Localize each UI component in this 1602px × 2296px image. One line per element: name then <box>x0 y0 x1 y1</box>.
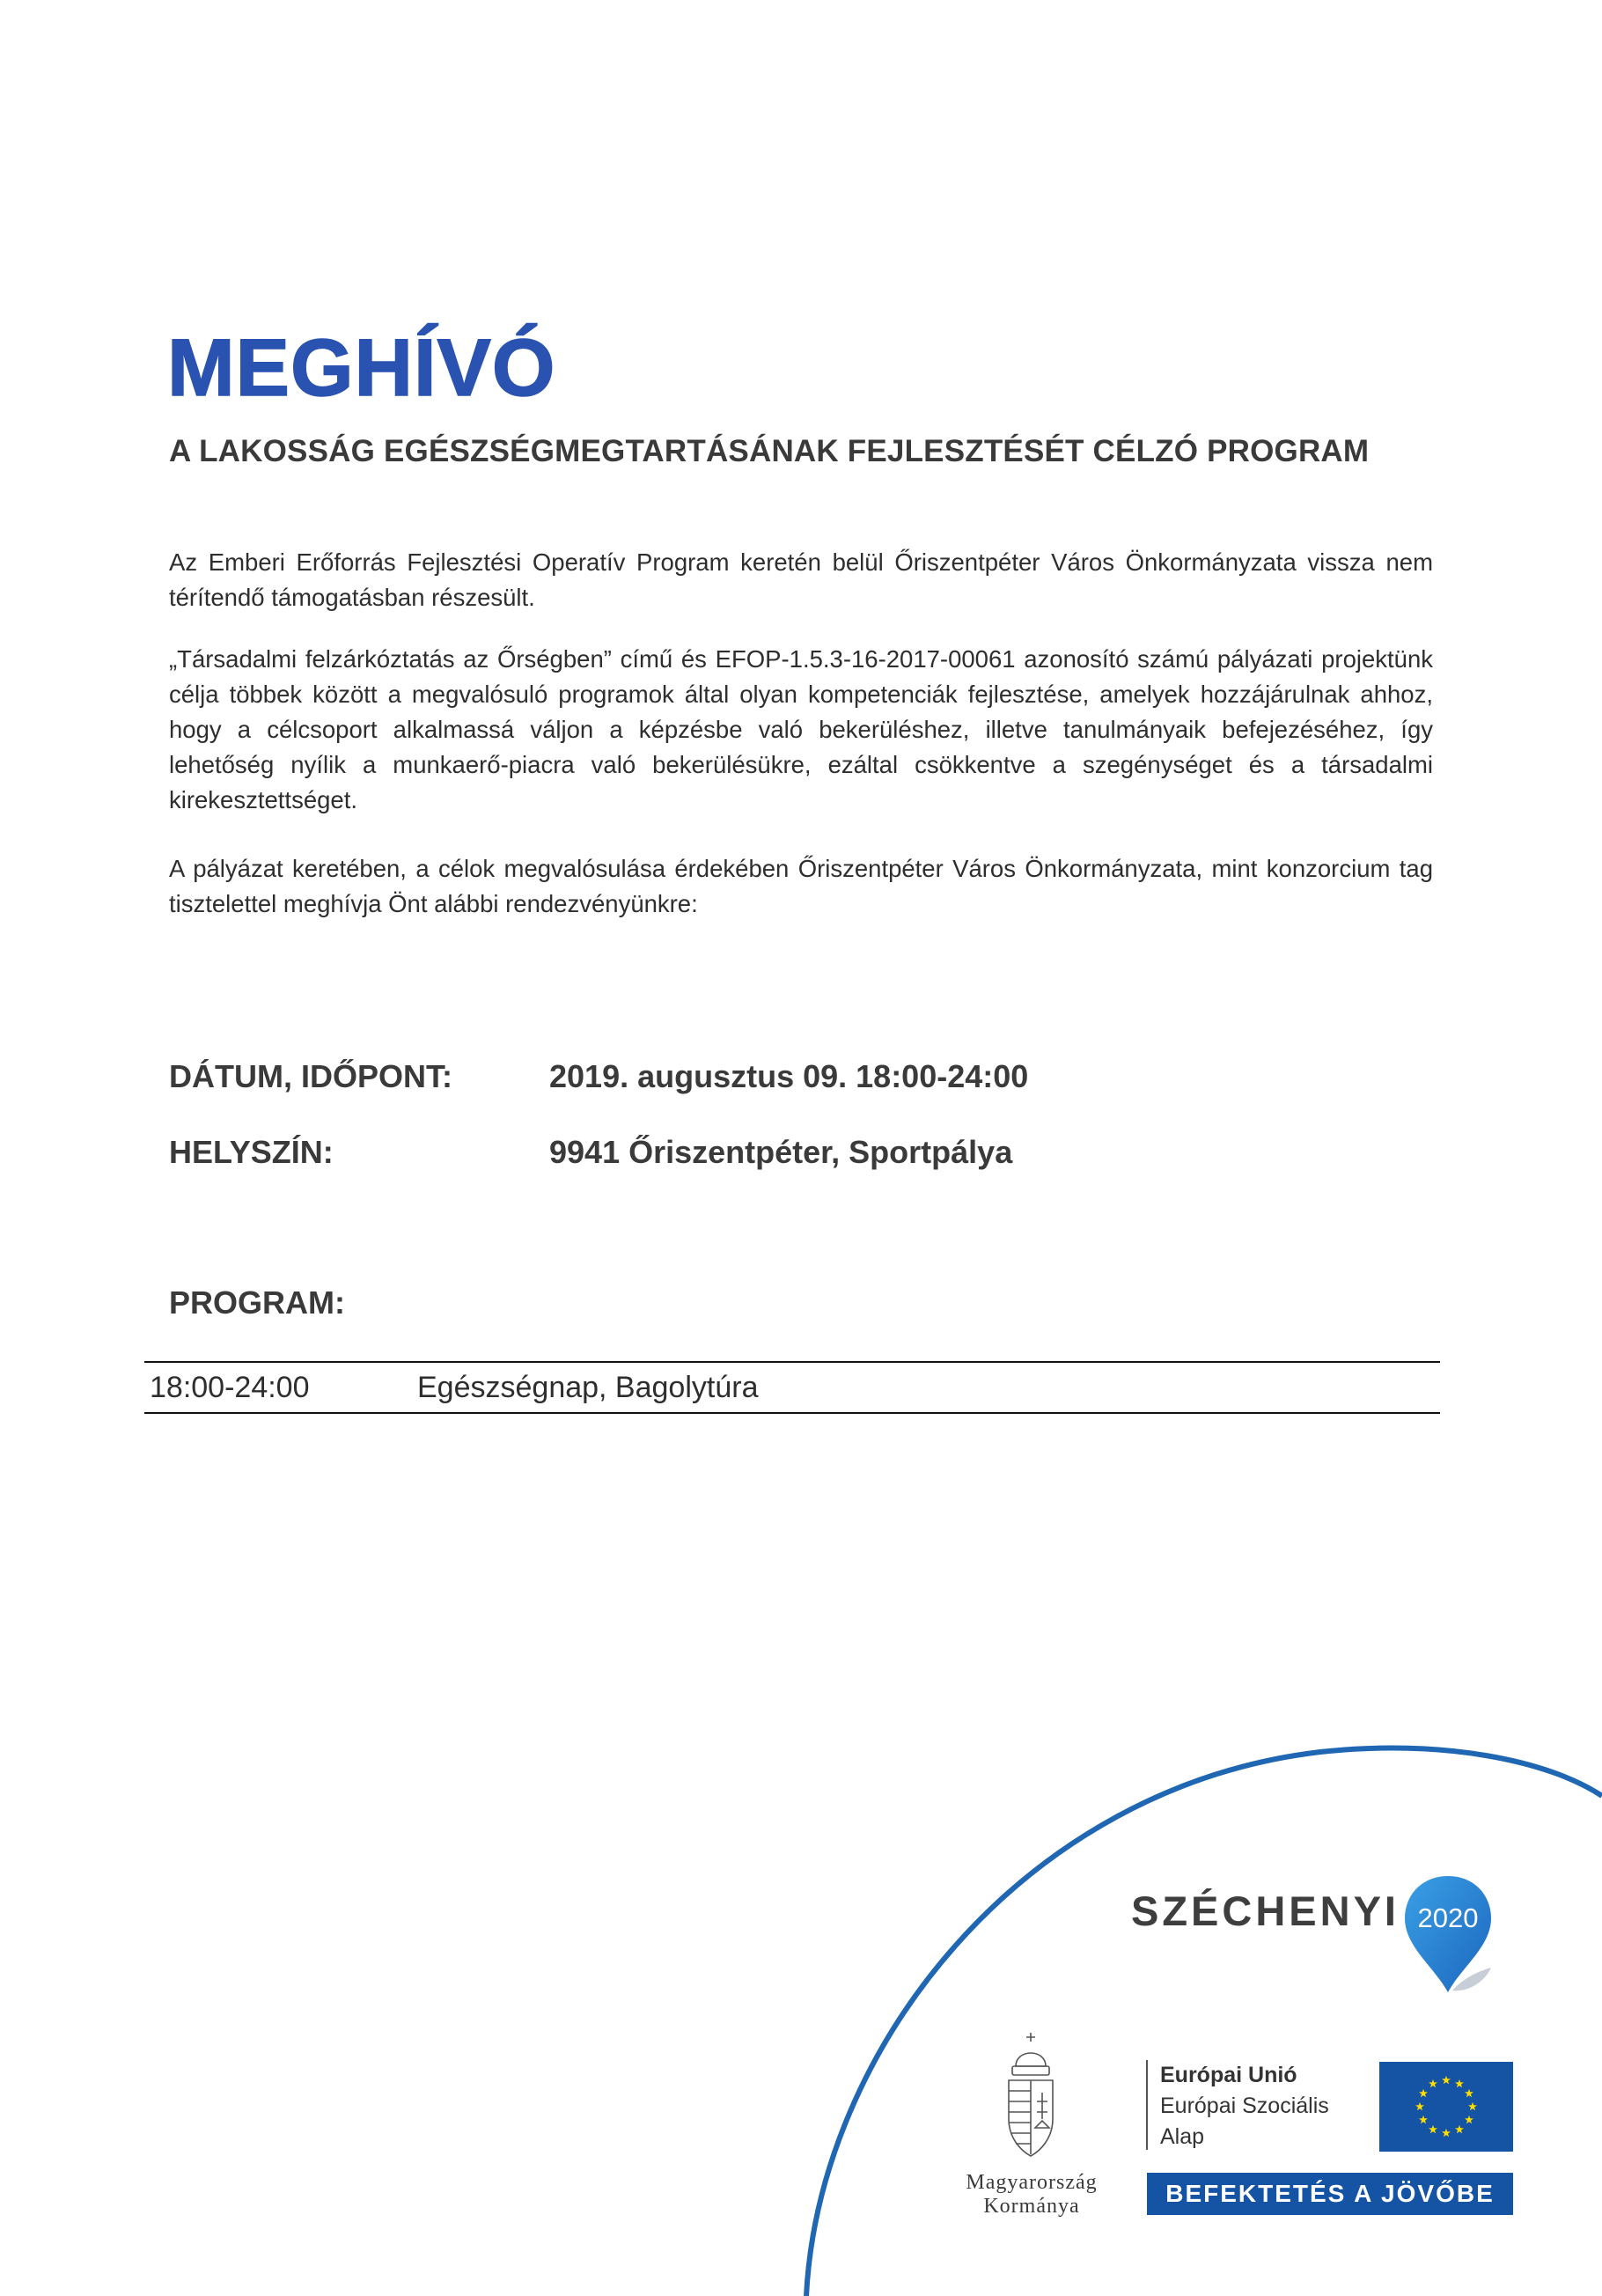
date-value: 2019. augusztus 09. 18:00-24:00 <box>549 1058 1029 1094</box>
invitation-paragraph: A pályázat keretében, a célok megvalósulása érdekében Őriszentpéter Város Önkormányzata, mint konzorcium tag tisztelettel meghívja Önt alábbi rendezvényünkre: <box>169 855 1433 917</box>
government-name <box>933 2171 1130 2219</box>
szechenyi-pin-icon <box>1400 1873 1496 1996</box>
intro-paragraph: Az Emberi Erőforrás Fejlesztési Operatív Program keretén belül Őriszentpéter Város Önkormányzata vissza nem térítendő támogatásban részesült. <box>169 548 1433 611</box>
eu-fund-label-cont: Alap <box>1160 2124 1205 2149</box>
szechenyi-year: 2020 <box>1417 1902 1479 1933</box>
eu-flag-icon <box>1379 2062 1513 2152</box>
coat-of-arms-icon <box>996 2031 1065 2163</box>
invitation-title: MEGHÍVÓ <box>167 323 556 413</box>
invitation-subtitle: A LAKOSSÁG EGÉSZSÉGMEGTARTÁSÁNAK FEJLESZTÉSÉT CÉLZÓ PROGRAM <box>169 434 1370 468</box>
szechenyi-logo-text: SZÉCHENYI <box>1131 1888 1400 1934</box>
eu-fund-text <box>1160 2060 1329 2152</box>
location-label: HELYSZÍN: <box>169 1134 334 1170</box>
program-time: 18:00-24:00 <box>150 1371 310 1404</box>
government-line-1: Magyarország <box>966 2171 1098 2194</box>
location-value: 9941 Őriszentpéter, Sportpálya <box>549 1134 1013 1170</box>
program-event: Egészségnap, Bagolytúra <box>417 1371 759 1404</box>
date-label: DÁTUM, IDŐPONT: <box>169 1058 452 1094</box>
eu-divider <box>1146 2060 1148 2150</box>
project-paragraph: „Társadalmi felzárkóztatás az Őrségben” című és EFOP-1.5.3-16-2017-00061 azonosító számú pályázati projektünk célja többek között a megvalósuló programok által olyan kompetenciák fejlesztése, amelyek hozzájárulnak ahhoz, hogy a célcsoport alkalmassá váljon a képzésbe való bekerüléshez, illetve tanulmányaik befejezéséhez, így lehetőség nyílik a munkaerő-piacra való bekerülésükre, ezáltal csökkentve a szegénységet és a társadalmi kirekesztettséget. <box>169 645 1433 813</box>
program-heading: PROGRAM: <box>169 1284 345 1321</box>
eu-union-label: Európai Unió <box>1160 2063 1297 2087</box>
eu-slogan-banner: BEFEKTETÉS A JÖVŐBE <box>1147 2173 1513 2215</box>
government-line-2: Kormánya <box>983 2195 1080 2218</box>
eu-fund-label: Európai Szociális <box>1160 2094 1329 2118</box>
